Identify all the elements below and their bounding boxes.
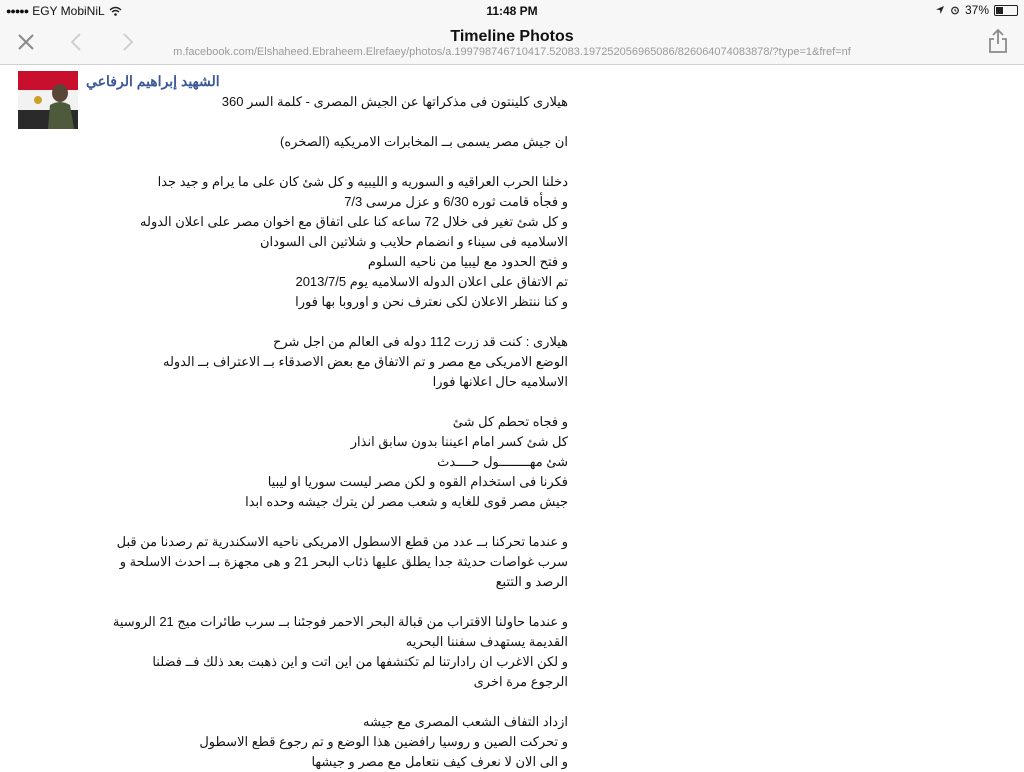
paragraph-gap [88,512,568,532]
browser-nav-bar [0,20,1024,65]
page-title: Timeline Photos [450,28,574,45]
paragraph-gap [88,392,568,412]
post-body [88,92,568,772]
post-paragraph: و عندما حاولنا الاقتراب من قبالة البحر الاحمر فوجئنا بــ سرب طائرات ميج 21 الروسية القديمة يستهدف سفننا البحريه و لكن الاغرب ان رادارتنا لم تكتشفها من اين اتت و اين ذهبت بعد ذلك فــ فضلنا الرجوع مرة اخرى [112,614,568,689]
page-url[interactable]: m.facebook.com/Elshaheed.Ebraheem.Elrefaey/photos/a.199798746710417.52083.197252056965086/826064074083878/?type=1&fref=nf [173,46,851,58]
post-paragraph: ان جيش مصر يسمى بــ المخابرات الامريكيه (الصخره) [280,134,568,149]
post-paragraph: هيلارى كلينتون فى مذكراتها عن الجيش المصرى - كلمة السر 360 [221,94,568,109]
post-paragraph: هيلارى : كنت قد زرت 112 دوله فى العالم من اجل شرح الوضع الامريكى مع مصر و تم الاتفاق مع بعض الاصدقاء بــ الاعتراف بــ الدوله الاسلاميه حال اعلانها فورا [162,334,568,389]
post-author[interactable]: الشهيد إبراهيم الرفاعي [86,73,220,89]
paragraph-gap [88,312,568,332]
location-icon [935,5,945,15]
paragraph-gap [88,692,568,712]
status-right [935,3,1018,17]
post [0,65,1024,768]
signal-icon: ●●●●● [6,6,29,16]
battery-percent: 37% [964,3,989,17]
battery-level [996,7,1003,14]
post-paragraph: و فجاه تحطم كل شئ كل شئ كسر امام اعيننا بدون سابق انذار شئ مهــــــــول حــــدث فكرنا فى استخدام القوه و لكن مصر ليست سوريا او ليبيا جيش مصر قوى للغايه و شعب مصر لن يترك جيشه وحده ابدا [245,414,568,509]
paragraph-gap [88,592,568,612]
paragraph-gap [88,152,568,172]
paragraph-gap [88,112,568,132]
carrier-label: EGY MobiNiL [32,4,105,18]
post-paragraph: و عندما تحركنا بــ عدد من قطع الاسطول الامريكى ناحيه الاسكندرية تم رصدنا من قبل سرب غواصات حديثة جدا يطلق عليها ذئاب البحر 21 و هى مجهزة بــ احدث الاسلحة و الرصد و التتبع [116,534,568,589]
egypt-flag-avatar-image [18,71,78,129]
status-time: 11:48 PM [486,4,538,18]
status-bar [0,0,1024,20]
post-paragraph: دخلنا الحرب العراقيه و السوريه و الليبيه و كل شئ كان على ما يرام و جيد جدا و فجأه قامت ثوره 6/30 و عزل مرسى 7/3 و كل شئ تغير فى خلال 72 ساعه كنا على اتفاق مع اخوان مصر على اعلان الدوله الاسلاميه فى سيناء و انضمام حلايب و شلاتين الى السودان و فتح الحدود مع ليبيا من ناحيه السلوم تم الاتفاق على اعلان الدوله الاسلاميه يوم 2013/7/5 و كنا ننتظر الاعلان لكى نعترف نحن و اوروبا بها فورا [140,174,568,309]
avatar[interactable] [18,71,78,129]
battery-icon [994,5,1018,16]
alarm-icon [950,5,960,15]
share-icon[interactable] [986,28,1010,54]
post-paragraph: ازداد التفاف الشعب المصرى مع جيشه و تحركت الصين و روسيا رافضين هذا الوضع و تم رجوع قطع الاسطول و الى الان لا نعرف كيف نتعامل مع مصر و جيشها [199,714,568,769]
